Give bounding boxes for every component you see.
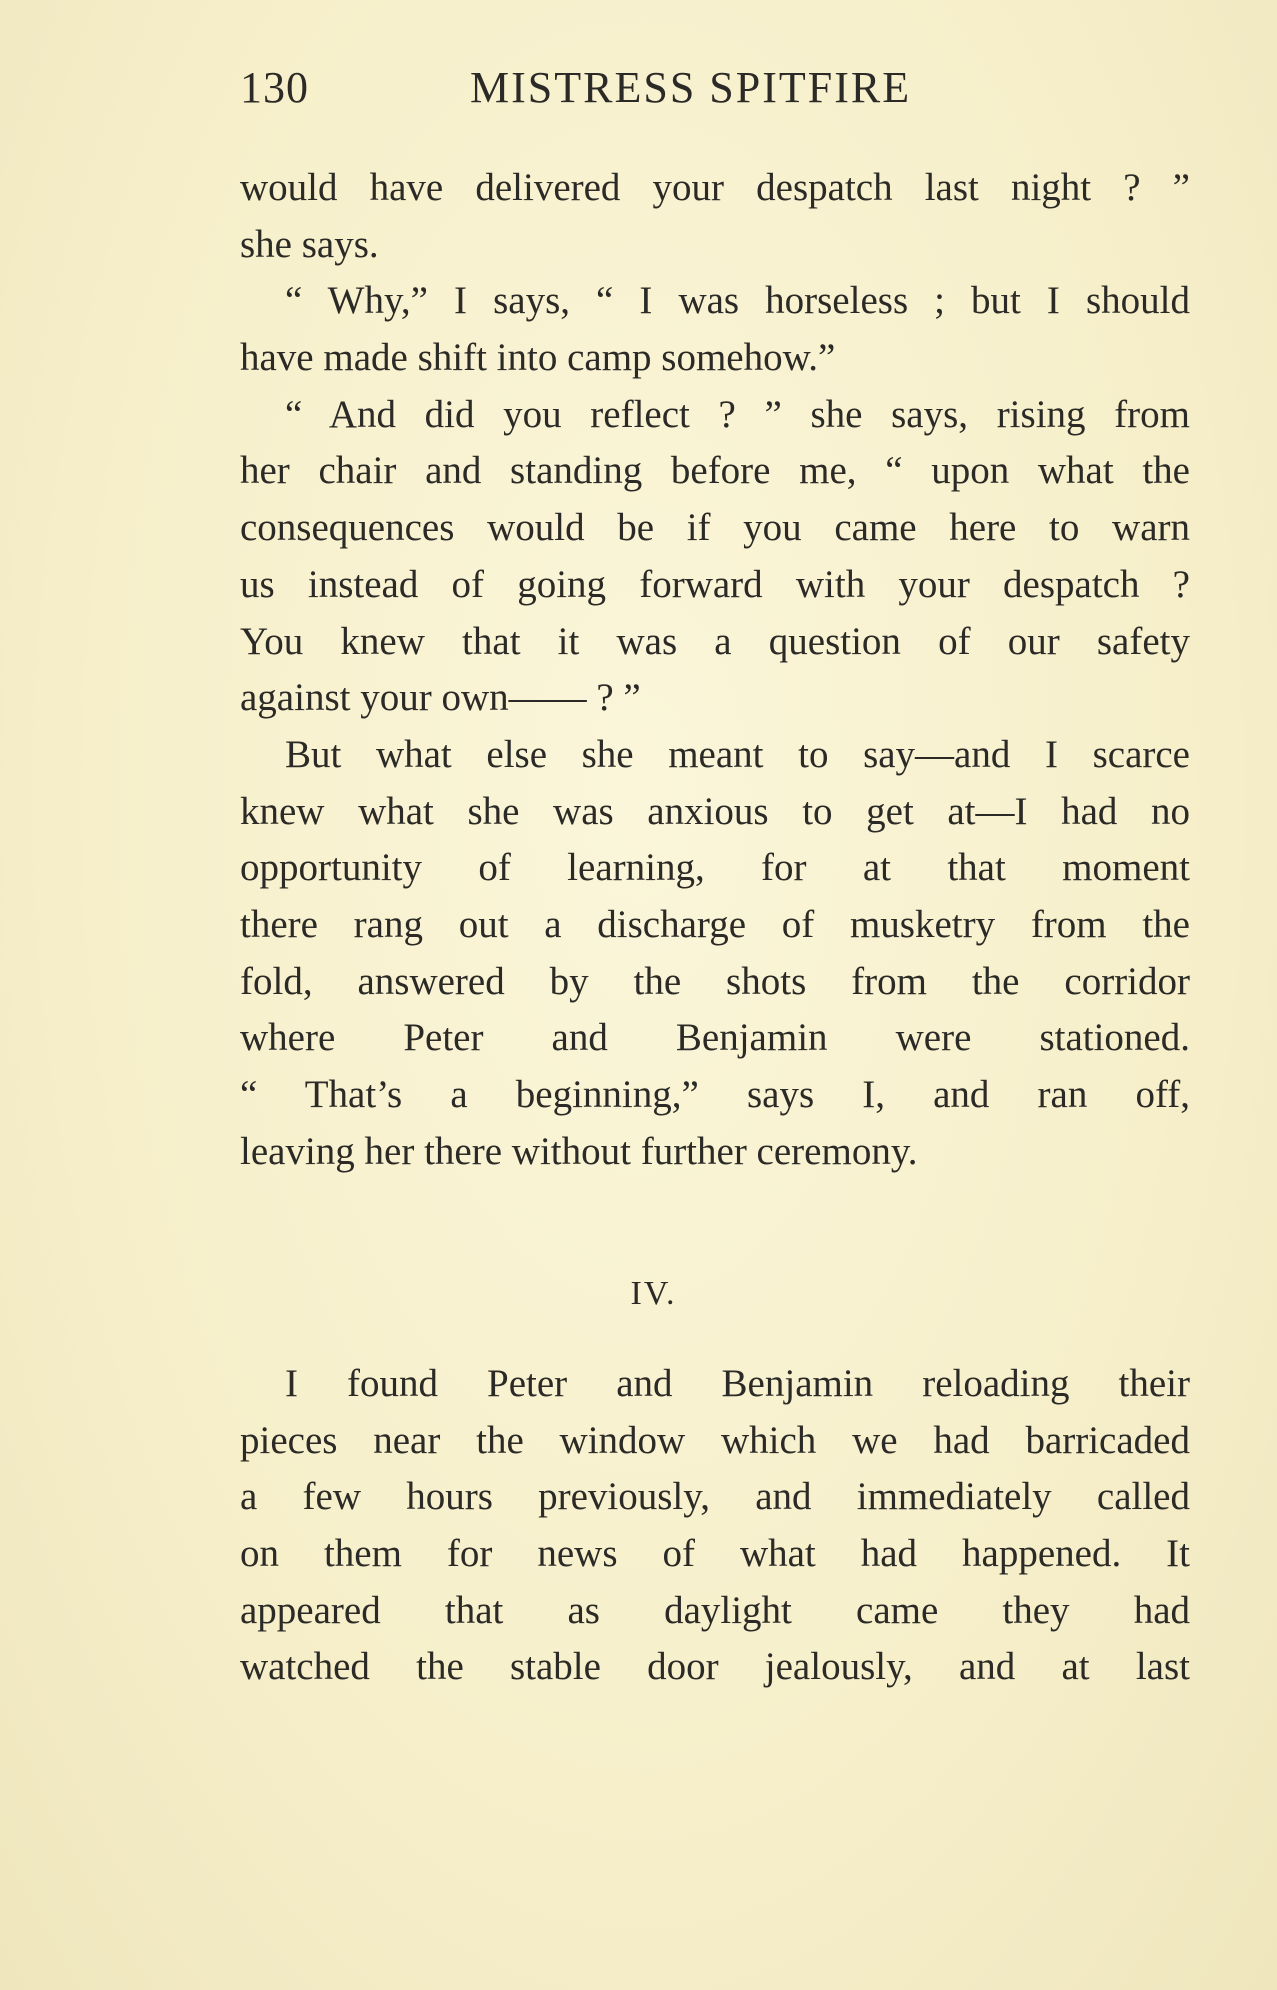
text-block-before-section <box>240 160 1190 1180</box>
text-line: on them for news of what had happened. It <box>240 1532 1190 1576</box>
text-line: would have delivered your despatch last night ? ” <box>240 166 1190 209</box>
text-line: “ And did you reflect ? ” she says, rising from <box>285 392 1190 436</box>
text-line: have made shift into camp somehow.” <box>240 336 836 380</box>
text-line: consequences would be if you came here to warn <box>240 506 1190 550</box>
text-line: leaving her there without further ceremony. <box>240 1129 918 1173</box>
text-line: opportunity of learning, for at that moment <box>240 846 1190 890</box>
text-line: there rang out a discharge of musketry from the <box>240 902 1190 946</box>
section-number: IV. <box>630 1275 677 1312</box>
page-header <box>240 62 1190 112</box>
text-line: she says. <box>240 222 379 266</box>
text-line: You knew that it was a question of our safety <box>240 619 1190 663</box>
text-block-after-section <box>240 1356 1190 1696</box>
text-line: “ Why,” I says, “ I was horseless ; but I should <box>285 279 1190 323</box>
text-line: her chair and standing before me, “ upon what the <box>240 449 1190 493</box>
text-line: where Peter and Benjamin were stationed. <box>240 1016 1190 1060</box>
text-line: knew what she was anxious to get at—I had no <box>240 789 1190 833</box>
text-line: But what else she meant to say—and I scarce <box>285 732 1190 776</box>
section-heading <box>0 1275 1277 1313</box>
text-line: fold, answered by the shots from the corridor <box>240 959 1190 1003</box>
page-number: 130 <box>240 63 309 112</box>
text-line: I found Peter and Benjamin reloading their <box>285 1362 1190 1405</box>
running-title: MISTRESS SPITFIRE <box>470 63 912 112</box>
text-line: pieces near the window which we had barricaded <box>240 1418 1190 1462</box>
text-line: us instead of going forward with your despatch ? <box>240 562 1190 606</box>
text-line: a few hours previously, and immediately called <box>240 1475 1190 1519</box>
text-line: against your own—— ? ” <box>240 676 641 720</box>
text-line: “ That’s a beginning,” says I, and ran off, <box>240 1073 1190 1116</box>
text-line: watched the stable door jealously, and at last <box>240 1645 1190 1689</box>
text-line: appeared that as daylight came they had <box>240 1588 1190 1632</box>
